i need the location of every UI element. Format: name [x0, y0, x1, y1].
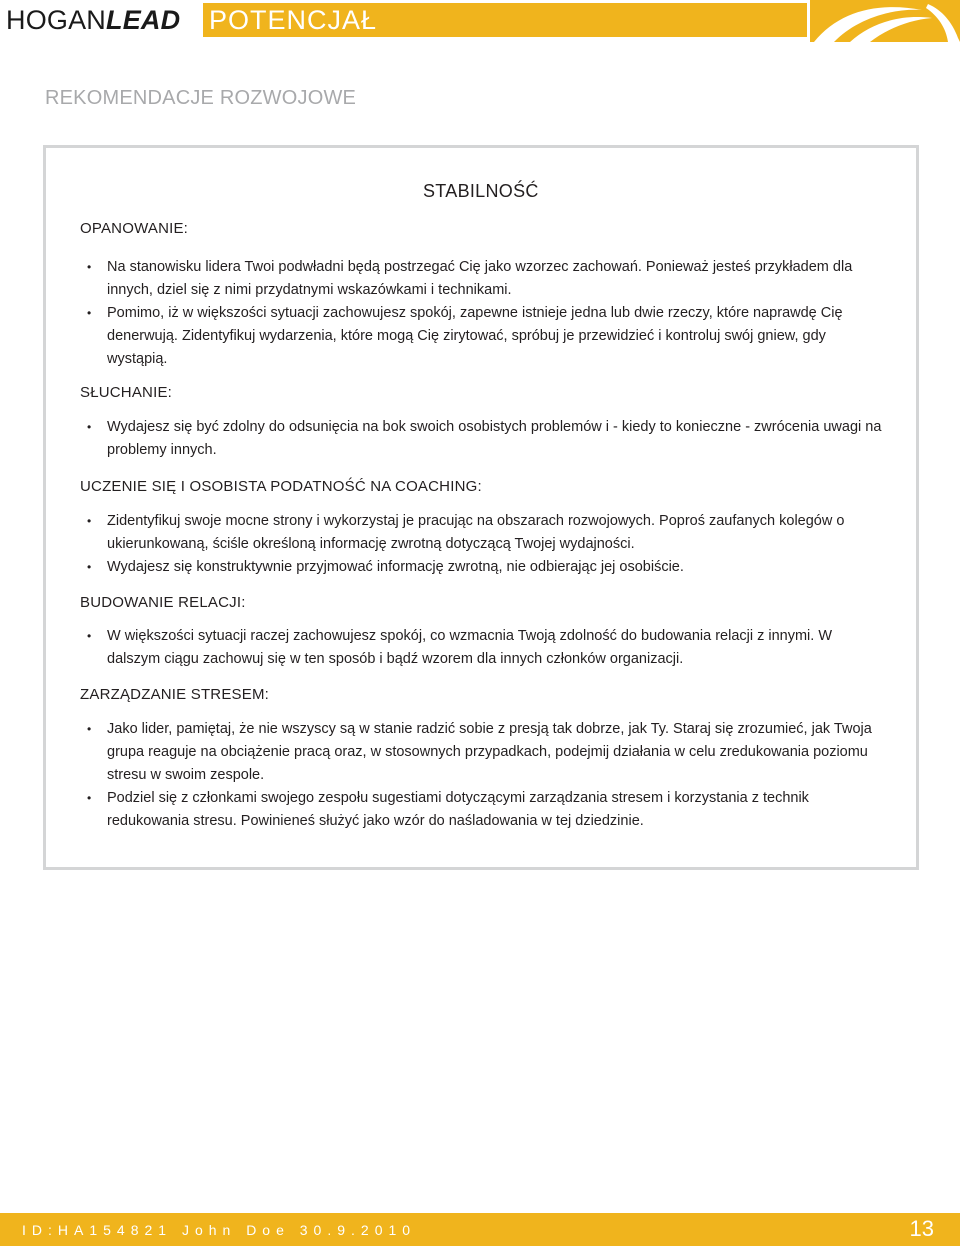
list-item: • Wydajesz się konstruktywnie przyjmować informację zwrotną, nie odbierając jej osobiście. — [85, 556, 885, 579]
list-uczenie-sie — [85, 510, 885, 579]
list-item: • Na stanowisku lidera Twoi podwładni będą postrzegać Cię jako wzorzec zachowań. Ponieważ jesteś przykładem dla innych, dziel się z nimi przydatnymi wskazówkami i technikami. — [85, 256, 885, 302]
list-opanowanie — [85, 256, 885, 371]
list-sluchanie — [85, 416, 885, 462]
heading-sluchanie: SŁUCHANIE: — [80, 384, 173, 401]
report-header — [0, 0, 960, 42]
list-budowanie-relacji — [85, 625, 885, 671]
section-title: STABILNOŚĆ — [423, 181, 539, 201]
heading-budowanie-relacji: BUDOWANIE RELACJI: — [80, 594, 246, 611]
product-name-banner: POTENCJAŁ — [203, 3, 807, 37]
report-id-label: ID:HA154821 John Doe 30.9.2010 — [22, 1222, 417, 1238]
list-item: • Wydajesz się być zdolny do odsunięcia na bok swoich osobistych problemów i - kiedy to konieczne - zwrócenia uwagi na problemy innych. — [85, 416, 885, 462]
brand-logotype — [6, 3, 180, 37]
brand-lead: LEAD — [106, 5, 181, 35]
list-item: • Pomimo, iż w większości sytuacji zachowujesz spokój, zapewne istnieje jedna lub dwie rzeczy, które naprawdę Cię denerwują. Zidentyfikuj wydarzenia, które mogą Cię zirytować, spróbuj je przewidzieć i kontroluj swój gniew, gdy wystąpią. — [85, 302, 885, 371]
list-zarzadzanie-stresem — [85, 718, 885, 833]
heading-uczenie-sie: UCZENIE SIĘ I OSOBISTA PODATNOŚĆ NA COACHING: — [80, 478, 482, 495]
brand-hogan: HOGAN — [6, 5, 107, 35]
page-title: REKOMENDACJE ROZWOJOWE — [45, 87, 357, 109]
hogan-swoosh-logo-icon — [810, 0, 960, 42]
page-number: 13 — [909, 1216, 934, 1241]
list-item: • Zidentyfikuj swoje mocne strony i wykorzystaj je pracując na obszarach rozwojowych. Poproś zaufanych kolegów o ukierunkowaną, ściśle określoną informację zwrotną dotyczącą Twojej wydajności. — [85, 510, 885, 556]
list-item: • Jako lider, pamiętaj, że nie wszyscy są w stanie radzić sobie z presją tak dobrze, jak Ty. Staraj się zrozumieć, jak Twoja grupa reaguje na obciążenie pracą oraz, w stosownych przypadkach, podejmij działania w celu zredukowania poziomu stresu w swoim zespole. — [85, 718, 885, 787]
report-footer — [0, 1213, 960, 1246]
list-item: • W większości sytuacji raczej zachowujesz spokój, co wzmacnia Twoją zdolność do budowania relacji z innymi. W dalszym ciągu zachowuj się w ten sposób i bądź wzorem dla innych członków organizacji. — [85, 625, 885, 671]
heading-opanowanie: OPANOWANIE: — [80, 220, 189, 237]
heading-zarzadzanie-stresem: ZARZĄDZANIE STRESEM: — [80, 686, 270, 703]
list-item: • Podziel się z członkami swojego zespołu sugestiami dotyczącymi zarządzania stresem i korzystania z technik redukowania stresu. Powinieneś służyć jako wzór do naśladowania w tej dziedzinie. — [85, 787, 885, 833]
